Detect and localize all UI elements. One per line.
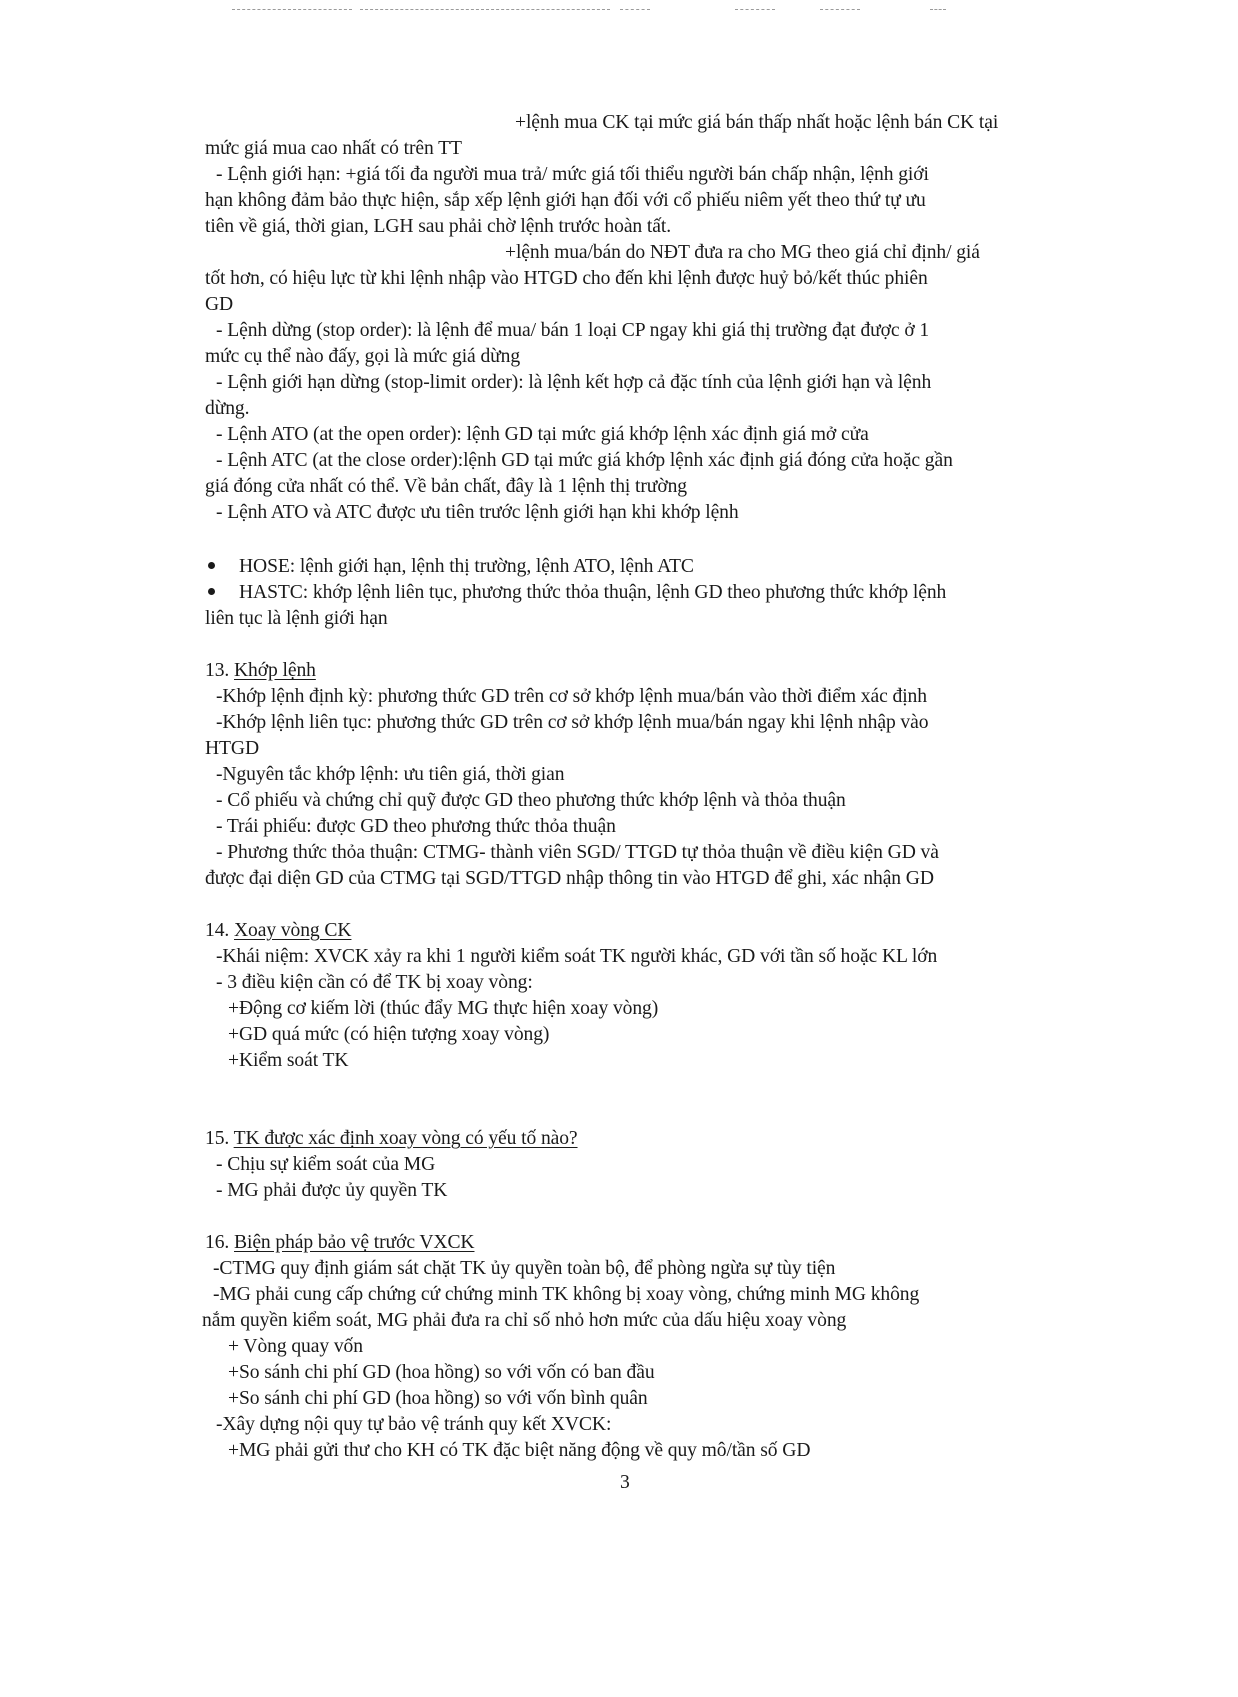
text-line: +MG phải gửi thư cho KH có TK đặc biệt năng động về quy mô/tần số GD: [228, 1440, 811, 1461]
text-line: + Vòng quay vốn: [228, 1336, 363, 1357]
text-line: +Động cơ kiếm lời (thúc đẩy MG thực hiện xoay vòng): [228, 998, 659, 1019]
text-line: -Khớp lệnh liên tục: phương thức GD trên cơ sở khớp lệnh mua/bán ngay khi lệnh nhập vào: [216, 712, 929, 733]
bullet-item: [208, 580, 946, 606]
text-line: giá đóng cửa nhất có thể. Về bản chất, đây là 1 lệnh thị trường: [205, 476, 687, 497]
text-line: hạn không đảm bảo thực hiện, sắp xếp lệnh giới hạn đối với cổ phiếu niêm yết theo thứ tự ưu: [205, 190, 926, 211]
text-line: nắm quyền kiểm soát, MG phải đưa ra chỉ số nhỏ hơn mức của dấu hiệu xoay vòng: [202, 1310, 847, 1331]
section-number: 13.: [205, 660, 234, 681]
section-title: Biện pháp bảo vệ trước VXCK: [234, 1232, 475, 1253]
bullet-dot-icon: [208, 562, 215, 569]
text-line: +So sánh chi phí GD (hoa hồng) so với vốn có ban đầu: [228, 1362, 655, 1383]
text-line: -Khớp lệnh định kỳ: phương thức GD trên cơ sở khớp lệnh mua/bán vào thời điểm xác định: [216, 686, 927, 707]
text-line: - Lệnh giới hạn: +giá tối đa người mua trả/ mức giá tối thiểu người bán chấp nhận, lệnh giới: [216, 164, 929, 185]
text-line: - Trái phiếu: được GD theo phương thức thỏa thuận: [216, 816, 616, 837]
text-line: -MG phải cung cấp chứng cứ chứng minh TK không bị xoay vòng, chứng minh MG không: [213, 1284, 920, 1305]
text-line: tốt hơn, có hiệu lực từ khi lệnh nhập vào HTGD cho đến khi lệnh được huỷ bỏ/kết thúc phiên: [205, 268, 928, 289]
scan-artifact-line: [620, 9, 650, 10]
page-number: 3: [620, 1472, 630, 1493]
text-line: mức giá mua cao nhất có trên TT: [205, 138, 462, 159]
text-line: tiên về giá, thời gian, LGH sau phải chờ lệnh trước hoàn tất.: [205, 216, 671, 237]
section-heading: [205, 918, 351, 944]
bullet-dot-icon: [208, 588, 215, 595]
scan-artifact-line: [735, 9, 775, 10]
bullet-text: HASTC: khớp lệnh liên tục, phương thức thỏa thuận, lệnh GD theo phương thức khớp lệnh: [239, 582, 947, 603]
text-line: - Lệnh ATO và ATC được ưu tiên trước lệnh giới hạn khi khớp lệnh: [216, 502, 739, 523]
section-title: TK được xác định xoay vòng có yếu tố nào?: [233, 1128, 578, 1149]
section-heading: [205, 658, 316, 684]
text-line: +Kiểm soát TK: [228, 1050, 349, 1071]
text-line: được đại diện GD của CTMG tại SGD/TTGD nhập thông tin vào HTGD để ghi, xác nhận GD: [205, 868, 934, 889]
text-line: liên tục là lệnh giới hạn: [205, 608, 388, 629]
text-line: -Nguyên tắc khớp lệnh: ưu tiên giá, thời gian: [216, 764, 565, 785]
text-line: - Lệnh ATC (at the close order):lệnh GD tại mức giá khớp lệnh xác định giá đóng cửa hoặc gần: [216, 450, 953, 471]
text-line: +So sánh chi phí GD (hoa hồng) so với vốn bình quân: [228, 1388, 648, 1409]
scan-artifact-line: [232, 9, 352, 10]
text-line: mức cụ thể nào đấy, gọi là mức giá dừng: [205, 346, 521, 367]
section-title: Xoay vòng CK: [234, 920, 352, 941]
section-number: 16.: [205, 1232, 234, 1253]
text-line: - 3 điều kiện cần có để TK bị xoay vòng:: [216, 972, 533, 993]
text-line: - Chịu sự kiểm soát của MG: [216, 1154, 436, 1175]
text-line: -Xây dựng nội quy tự bảo vệ tránh quy kết XVCK:: [216, 1414, 612, 1435]
scan-artifact-line: [930, 9, 946, 10]
text-line: -Khái niệm: XVCK xảy ra khi 1 người kiểm soát TK người khác, GD với tần số hoặc KL lớn: [216, 946, 938, 967]
text-line: - MG phải được ủy quyền TK: [216, 1180, 448, 1201]
text-line: - Cổ phiếu và chứng chỉ quỹ được GD theo phương thức khớp lệnh và thỏa thuận: [216, 790, 846, 811]
text-line: +lệnh mua CK tại mức giá bán thấp nhất hoặc lệnh bán CK tại: [515, 112, 999, 133]
text-line: - Lệnh ATO (at the open order): lệnh GD tại mức giá khớp lệnh xác định giá mở cửa: [216, 424, 869, 445]
bullet-text: HOSE: lệnh giới hạn, lệnh thị trường, lệnh ATO, lệnh ATC: [239, 556, 694, 577]
text-line: -CTMG quy định giám sát chặt TK ủy quyền toàn bộ, để phòng ngừa sự tùy tiện: [213, 1258, 836, 1279]
text-line: +GD quá mức (có hiện tượng xoay vòng): [228, 1024, 550, 1045]
text-line: - Phương thức thỏa thuận: CTMG- thành viên SGD/ TTGD tự thỏa thuận về điều kiện GD và: [216, 842, 939, 863]
bullet-item: [208, 554, 694, 580]
text-line: - Lệnh dừng (stop order): là lệnh để mua/ bán 1 loại CP ngay khi giá thị trường đạt được ở 1: [216, 320, 930, 341]
text-line: HTGD: [205, 738, 260, 759]
section-heading: [205, 1230, 474, 1256]
text-line: GD: [205, 294, 234, 315]
section-number: 14.: [205, 920, 234, 941]
scan-artifact-line: [360, 9, 610, 10]
text-line: +lệnh mua/bán do NĐT đưa ra cho MG theo giá chỉ định/ giá: [505, 242, 980, 263]
scan-artifact-line: [820, 9, 860, 10]
section-heading: [205, 1126, 578, 1152]
text-line: dừng.: [205, 398, 250, 419]
section-title: Khớp lệnh: [234, 660, 316, 681]
text-line: - Lệnh giới hạn dừng (stop-limit order): là lệnh kết hợp cả đặc tính của lệnh giới hạn và lệnh: [216, 372, 932, 393]
section-number: 15.: [205, 1128, 234, 1149]
